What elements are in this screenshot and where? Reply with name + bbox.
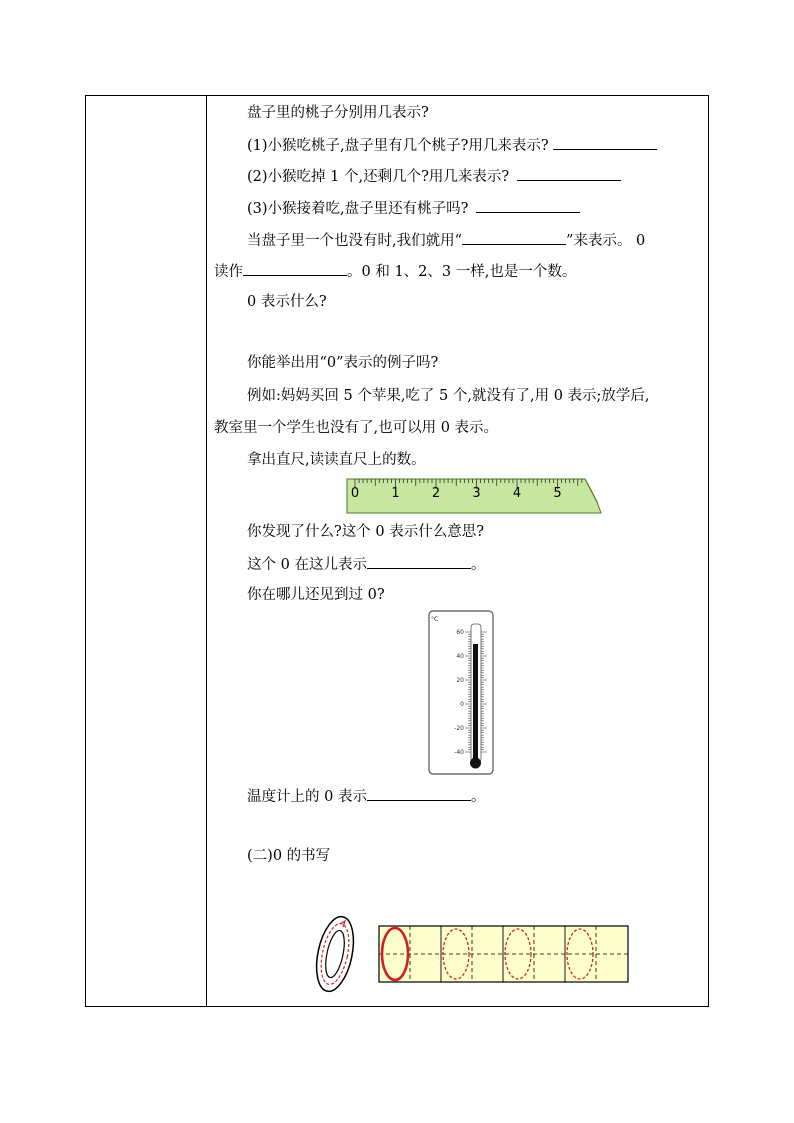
read-as: 读作 。0 和 1、2、3 一样,也是一个数。 [214,261,576,282]
thermometer-means: 温度计上的 0 表示 。 [247,786,485,807]
section-writing-title: (二)0 的书写 [247,848,331,864]
example-line-1: 例如:妈妈买回 5 个苹果,吃了 5 个,就没有了,用 0 表示;放学后, [247,388,650,404]
thermometer-label: -40 [454,749,464,756]
ruler-image [345,474,603,516]
thermometer-label: -20 [454,725,464,732]
ruler-label: 1 [391,486,400,501]
ruler-intro: 拿出直尺,读读直尺上的数。 [247,452,426,468]
thermometer-label: 0 [460,701,464,708]
writing-grid [378,925,630,984]
discover-question: 你发现了什么?这个 0 表示什么意思? [247,524,484,540]
thermometer-image [428,610,494,776]
answer-blank-1[interactable] [553,135,657,150]
left-column [86,96,207,1006]
answer-blank-3[interactable] [476,198,580,213]
question-2: (2)小猴吃掉 1 个,还剩几个?用几来表示? [247,166,621,187]
ruler-label: 2 [431,486,441,501]
answer-blank-thermo-means[interactable] [367,786,471,801]
answer-blank-read-as[interactable] [243,261,347,276]
question-1: (1)小猴吃桃子,盘子里有几个桃子?用几来表示? [247,135,657,156]
here-means: 这个 0 在这儿表示 。 [247,554,485,575]
answer-blank-zero-symbol[interactable] [462,230,566,245]
ruler-label: 0 [350,486,360,501]
ruler-label: 3 [472,486,481,501]
ruler-label: 5 [553,486,562,501]
what-zero-means: 0 表示什么? [247,294,327,310]
thermometer-unit: °C [431,616,439,623]
thermometer-label: 20 [456,677,464,684]
zero-stroke-guide [312,912,358,996]
thermometer-label: 60 [456,629,464,636]
zero-definition: 当盘子里一个也没有时,我们就用“ ”来表示。 0 [247,230,645,251]
answer-blank-2[interactable] [517,166,621,181]
answer-blank-here-means[interactable] [367,554,471,569]
examples-question: 你能举出用“0”表示的例子吗? [247,355,439,371]
question-intro: 盘子里的桃子分别用几表示? [247,105,429,121]
question-3: (3)小猴接着吃,盘子里还有桃子吗? [247,198,580,219]
where-else: 你在哪儿还见到过 0? [247,587,385,603]
example-line-2: 教室里一个学生也没有了,也可以用 0 表示。 [214,420,499,436]
thermometer-label: 40 [456,653,464,660]
ruler-label: 4 [512,486,522,501]
